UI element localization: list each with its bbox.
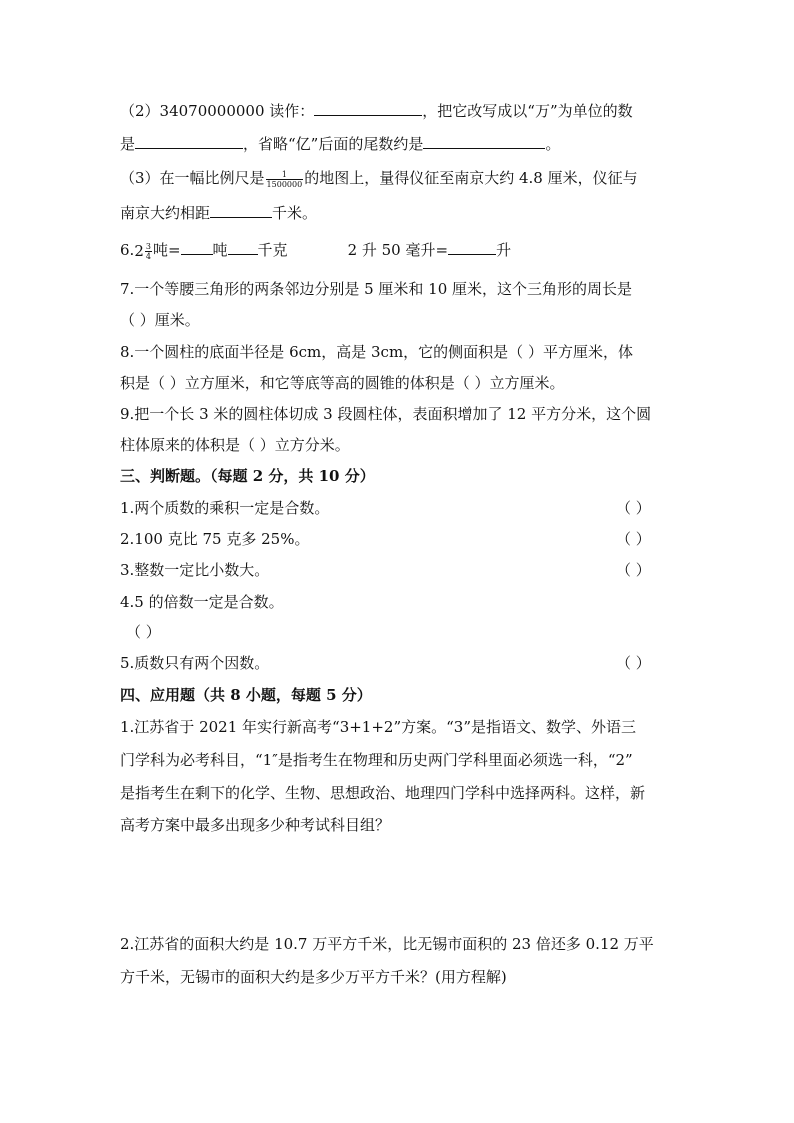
mixed-denominator: 4 — [145, 252, 151, 262]
q9-line1: 9.把一个长 3 米的圆柱体切成 3 段圆柱体，表面积增加了 12 平方分米，这个圆 — [120, 405, 652, 423]
q6-number: 6. — [120, 241, 135, 259]
judge-answer-5[interactable]: （ ） — [616, 654, 651, 672]
scale-denominator: 1500000 — [266, 179, 303, 189]
scale-numerator: 1 — [266, 170, 304, 180]
q3-line1 — [120, 168, 638, 189]
judge-item-5: 5.质数只有两个因数。 — [120, 654, 270, 672]
q6-text-6: 升 — [496, 241, 512, 259]
q2-blank-1[interactable] — [314, 101, 422, 116]
q2-blank-2[interactable] — [135, 134, 243, 149]
judge-answer-4[interactable]: （ ） — [126, 623, 161, 641]
q3-line2 — [120, 203, 317, 223]
q3-text-2: 的地图上，量得仪征至南京大约 4.8 厘米，仪征与 — [304, 169, 638, 187]
app1-line1: 1.江苏省于 2021 年实行新高考“3+1+2”方案。“3”是指语文、数学、外语三 — [120, 718, 637, 736]
q2-text-5: 。 — [545, 135, 561, 153]
q7-line1: 7.一个等腰三角形的两条邻边分别是 5 厘米和 10 厘米，这个三角形的周长是 — [120, 280, 633, 298]
judge-item-1: 1.两个质数的乘积一定是合数。 — [120, 499, 330, 517]
mixed-numerator: 3 — [145, 242, 151, 252]
q6-text-4: 千克 — [257, 241, 288, 259]
q8-line1: 8.一个圆柱的底面半径是 6cm，高是 3cm，它的侧面积是（ ）平方厘米，体 — [120, 343, 633, 361]
judge-item-4: 4.5 的倍数一定是合数。 — [120, 593, 284, 611]
q2-text-4: ，省略“亿”后面的尾数约是 — [243, 135, 424, 153]
app2-line2: 方千米，无锡市的面积大约是多少万平方千米？(用方程解) — [120, 968, 507, 986]
judge-answer-2[interactable]: （ ） — [616, 530, 651, 548]
q3-blank[interactable] — [210, 203, 272, 218]
q2-text-3: 是 — [120, 135, 136, 153]
q2-text-1: （2）34070000000 读作： — [120, 102, 315, 120]
q6-blank-3[interactable] — [448, 240, 496, 255]
q7-line2: （ ）厘米。 — [120, 311, 200, 329]
q6-blank-1[interactable] — [181, 240, 213, 255]
judge-item-3: 3.整数一定比小数大。 — [120, 561, 270, 579]
mixed-number — [134, 241, 153, 262]
section-3-title: 三、判断题。（每题 2 分，共 10 分） — [120, 467, 375, 485]
judge-answer-3[interactable]: （ ） — [616, 561, 651, 579]
app2-line1: 2.江苏省的面积大约是 10.7 万平方千米，比无锡市面积的 23 倍还多 0.12 万平 — [120, 935, 654, 953]
judge-item-2: 2.100 克比 75 克多 25%。 — [120, 530, 310, 548]
mixed-whole: 2 — [134, 241, 144, 260]
scale-fraction — [266, 170, 304, 189]
q2-line1 — [120, 101, 633, 121]
section-4-title: 四、应用题（共 8 小题，每题 5 分） — [120, 686, 372, 704]
mixed-fraction — [145, 242, 152, 261]
q6-text-5: 2 升 50 毫升= — [347, 241, 449, 259]
q6-line — [120, 240, 511, 261]
q2-blank-3[interactable] — [423, 134, 545, 149]
q6-blank-2[interactable] — [228, 240, 258, 255]
q2-text-2: ，把它改写成以“万”为单位的数 — [422, 102, 633, 120]
app1-line3: 是指考生在剩下的化学、生物、思想政治、地理四门学科中选择两科。这样，新 — [120, 784, 646, 802]
q6-text-3: 吨 — [212, 241, 228, 259]
app1-line4: 高考方案中最多出现多少种考试科目组？ — [120, 816, 391, 834]
app1-line2: 门学科为必考科目，“1″是指考生在物理和历史两门学科里面必须选一科，“2” — [120, 751, 633, 769]
q3-text-3: 南京大约相距 — [120, 204, 211, 222]
q9-line2: 柱体原来的体积是（ ）立方分米。 — [120, 436, 350, 454]
q8-line2: 积是（ ）立方厘米，和它等底等高的圆锥的体积是（ ）立方厘米。 — [120, 374, 565, 392]
q6-text-2: 吨= — [152, 241, 181, 259]
q3-text-4: 千米。 — [272, 204, 318, 222]
judge-answer-1[interactable]: （ ） — [616, 499, 651, 517]
q2-line2 — [120, 134, 560, 154]
q3-text-1: （3）在一幅比例尺是 — [120, 169, 265, 187]
